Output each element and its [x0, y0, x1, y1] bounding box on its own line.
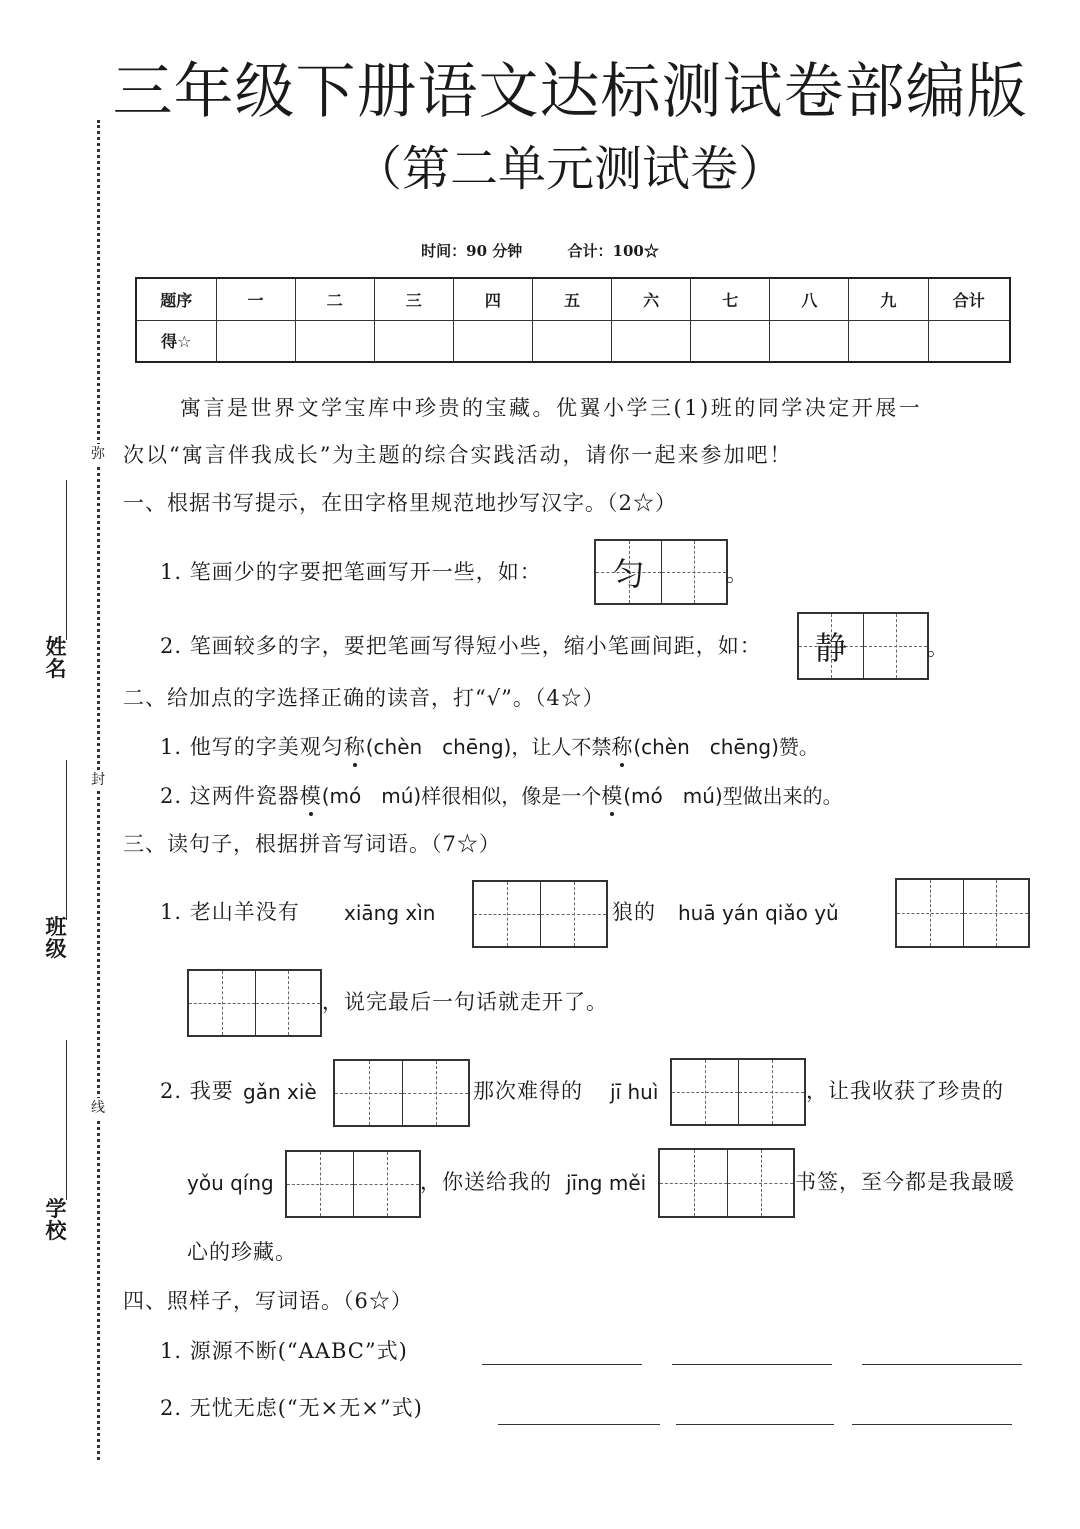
class-label: 班级: [45, 915, 67, 962]
sample-char: 匀: [612, 555, 645, 593]
answer-blank[interactable]: [482, 1362, 642, 1365]
s3-q2-text-c: ，让我收获了珍贵的: [806, 1079, 1004, 1103]
s1-q1-text: 1. 笔画少的字要把笔画写开一些，如：: [160, 560, 542, 584]
grid-cell[interactable]: [255, 971, 320, 1035]
s2-q1-text-a: 1. 他写的字美观匀: [160, 735, 344, 759]
intro-line-1: 寓言是世界文学宝库中珍贵的宝藏。优翼小学三(1)班的同学决定开展一: [180, 396, 923, 420]
s2-q1: [160, 735, 819, 760]
s1-q1-grid[interactable]: [594, 539, 728, 605]
score-input-cell[interactable]: [928, 320, 1010, 362]
pinyin: yǒu qíng: [187, 1171, 274, 1195]
grid-cell[interactable]: [963, 880, 1028, 946]
class-write-line: [66, 760, 67, 920]
table-cell: 三: [374, 278, 453, 320]
grid-cell: [799, 614, 863, 678]
table-cell: 一: [216, 278, 295, 320]
s1-q2-text: 2. 笔画较多的字，要把笔画写得短小些，缩小笔画间距，如：: [160, 634, 762, 658]
answer-grid[interactable]: [285, 1150, 421, 1218]
seal-char-mi: 弥: [91, 446, 105, 462]
pinyin-options[interactable]: (mó mú)样很相似，像是一个: [321, 784, 602, 808]
s1-q1-end: 。: [726, 562, 748, 586]
s3-q2-text-e: 书签，至今都是我最暖: [795, 1170, 1015, 1194]
sample-char: 静: [814, 629, 847, 667]
answer-grid[interactable]: [187, 969, 322, 1037]
table-cell: 五: [532, 278, 611, 320]
s3-q2-text-d: ，你送给我的: [420, 1170, 552, 1194]
pinyin: jī huì: [610, 1080, 659, 1104]
answer-grid[interactable]: [658, 1148, 795, 1218]
answer-blank[interactable]: [498, 1422, 660, 1425]
table-cell: 八: [770, 278, 849, 320]
grid-cell[interactable]: [660, 1150, 727, 1216]
s1-q2-grid[interactable]: [797, 612, 929, 680]
section2-heading: 二、给加点的字选择正确的读音，打“√”。（4☆）: [123, 686, 605, 710]
section1-heading: 一、根据书写提示，在田字格里规范地抄写汉字。（2☆）: [123, 491, 677, 515]
grid-cell[interactable]: [727, 1150, 793, 1216]
answer-grid[interactable]: [333, 1059, 470, 1127]
grid-cell[interactable]: [738, 1060, 804, 1124]
score-input-cell[interactable]: [216, 320, 295, 362]
pinyin-options[interactable]: (mó mú)型做出来的。: [623, 784, 843, 808]
score-input-cell[interactable]: [374, 320, 453, 362]
table-cell: 九: [849, 278, 928, 320]
answer-grid[interactable]: [472, 880, 608, 948]
grid-cell[interactable]: [897, 880, 963, 946]
s3-q1-text-b: 狼的: [612, 900, 656, 924]
s1-q2-end: 。: [927, 636, 949, 660]
pinyin-options[interactable]: (chèn chēng)，让人不禁: [365, 735, 612, 759]
answer-blank[interactable]: [862, 1362, 1022, 1365]
dotted-char: 模: [299, 784, 322, 808]
score-input-cell[interactable]: [612, 320, 691, 362]
page-subtitle: （第二单元测试卷）: [353, 141, 786, 197]
s3-q1-text-c: ，说完最后一句话就走开了。: [322, 990, 608, 1014]
pinyin: gǎn xiè: [243, 1080, 317, 1104]
dotted-char: 称: [611, 735, 634, 759]
s2-q2: [160, 784, 843, 809]
section4-heading: 四、照样子，写词语。（6☆）: [123, 1289, 413, 1313]
s3-q2-text-a: 2. 我要: [160, 1079, 234, 1103]
school-label: 学校: [45, 1197, 67, 1244]
score-table-header-row: [136, 278, 1010, 320]
pinyin: huā yán qiǎo yǔ: [678, 901, 839, 925]
table-cell: 四: [453, 278, 532, 320]
exam-time: 时间：90 分钟: [421, 242, 523, 260]
s4-q2-text: 2. 无忧无虑(“无×无×”式): [160, 1396, 423, 1420]
page-title: 三年级下册语文达标测试卷部编版: [112, 57, 1028, 127]
s4-q1-text: 1. 源源不断(“AABC”式): [160, 1339, 408, 1363]
dotted-char: 称: [343, 735, 366, 759]
grid-cell[interactable]: [863, 614, 927, 678]
exam-total: 合计：100☆: [567, 242, 659, 260]
table-cell: 得☆: [136, 320, 216, 362]
table-cell: 题序: [136, 278, 216, 320]
seal-char-feng: 封: [91, 772, 105, 788]
pinyin-options[interactable]: (chèn chēng)赞。: [633, 735, 819, 759]
table-cell: 二: [295, 278, 374, 320]
s3-q1-text-a: 1. 老山羊没有: [160, 900, 300, 924]
grid-cell[interactable]: [189, 971, 255, 1035]
school-write-line: [66, 1040, 67, 1200]
section3-heading: 三、读句子，根据拼音写词语。（7☆）: [123, 832, 501, 856]
s2-q2-text-a: 2. 这两件瓷器: [160, 784, 300, 808]
table-cell: 七: [691, 278, 770, 320]
score-table-score-row: [136, 320, 1010, 362]
score-input-cell[interactable]: [532, 320, 611, 362]
table-cell: 六: [612, 278, 691, 320]
score-input-cell[interactable]: [770, 320, 849, 362]
name-write-line: [66, 480, 67, 640]
grid-cell: [596, 541, 661, 603]
table-cell: 合计: [928, 278, 1010, 320]
grid-cell[interactable]: [402, 1061, 468, 1125]
score-input-cell[interactable]: [295, 320, 374, 362]
grid-cell[interactable]: [672, 1060, 738, 1124]
name-label: 姓名: [45, 635, 67, 682]
answer-blank[interactable]: [676, 1422, 834, 1425]
score-input-cell[interactable]: [849, 320, 928, 362]
s3-q2-text-f: 心的珍藏。: [187, 1240, 297, 1264]
intro-line-2: 次以“寓言伴我成长”为主题的综合实践活动，请你一起来参加吧！: [123, 443, 793, 467]
pinyin: xiāng xìn: [344, 901, 436, 925]
grid-cell[interactable]: [287, 1152, 353, 1216]
s3-q2-text-b: 那次难得的: [473, 1079, 583, 1103]
score-input-cell[interactable]: [691, 320, 770, 362]
grid-cell[interactable]: [661, 541, 726, 603]
score-input-cell[interactable]: [453, 320, 532, 362]
answer-grid[interactable]: [670, 1058, 806, 1126]
grid-cell[interactable]: [474, 882, 540, 946]
pinyin: jīng měi: [566, 1171, 647, 1195]
grid-cell[interactable]: [540, 882, 606, 946]
exam-meta: [0, 240, 1080, 261]
answer-blank[interactable]: [852, 1422, 1012, 1425]
answer-blank[interactable]: [672, 1362, 832, 1365]
seal-char-xian: 线: [91, 1100, 105, 1116]
binding-dotted-line: [97, 120, 100, 1460]
score-table: [135, 277, 1011, 363]
dotted-char: 模: [601, 784, 624, 808]
answer-grid[interactable]: [895, 878, 1030, 948]
grid-cell[interactable]: [335, 1061, 402, 1125]
grid-cell[interactable]: [353, 1152, 419, 1216]
